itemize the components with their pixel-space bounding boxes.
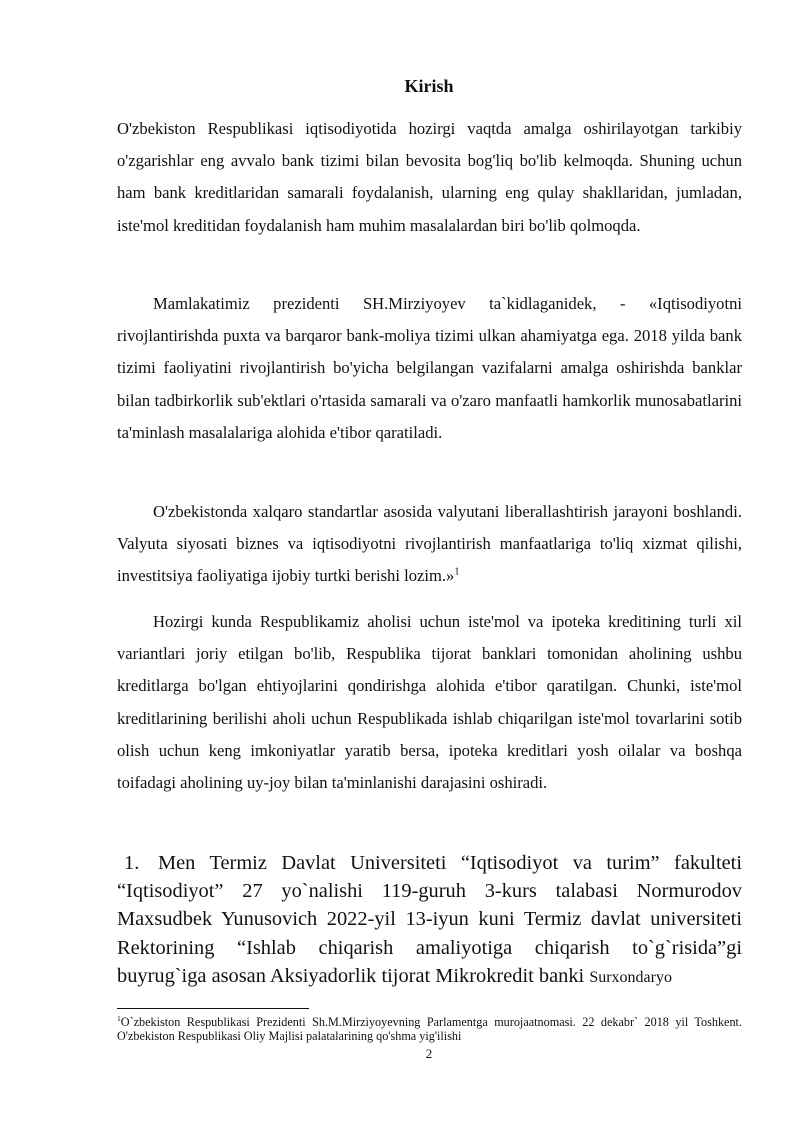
list-item-text: Men Termiz Davlat Universiteti “Iqtisodiyot va turim” fakulteti “Iqtisodiyot” 27 yo`nalishi 119-guruh 3-kurs talabasi Normurodov Maxsudbek Yunusovich 2022-yil 13-iyun kuni Termiz davlat universiteti Rektorining “Ishlab chiqarish amaliyotiga chiqarish to`g`risida”gi buyrug`iga asosan Aksiyadorlik tijorat Mikrokredit banki: [117, 852, 742, 987]
footnote-reference: 1: [454, 566, 460, 578]
page-number: 2: [425, 1046, 433, 1061]
section-heading: Kirish: [404, 76, 454, 96]
numbered-list-item: [117, 849, 742, 992]
paragraph-currency-text: O'zbekistonda xalqaro standartlar asosida valyutani liberallashtirish jarayoni boshlandi. Valyuta siyosati biznes va iqtisodiyotni rivojlantirish manfaatlariga to'liq xizmat qilishi, investitsiya faoliyatiga ijobiy turtki berishi lozim.»: [117, 502, 742, 586]
paragraph-intro: O'zbekiston Respublikasi iqtisodiyotida hozirgi vaqtda amalga oshirilayotgan tarkibiy o'zgarishlar eng avvalo bank tizimi bilan bevosita bog'liq bo'lib kelmoqda. Shuning uchun ham bank kreditlaridan samarali foydalanish, ularning eng qulay shakllaridan, jumladan, iste'mol kreditidan foydalanish ham muhim masalalardan biri bo'lib qolmoqda.: [117, 119, 742, 235]
list-item-number: 1.: [124, 852, 140, 874]
footnote-separator: [117, 1008, 309, 1009]
paragraph-currency: [117, 496, 742, 593]
paragraph-president-quote: Mamlakatimiz prezidenti SH.Mirziyoyev ta`kidlaganidek, - «Iqtisodiyotni rivojlantirishda puxta va barqaror bank-moliya tizimi ulkan ahamiyatga ega. 2018 yilda bank tizimi faoliyatini rivojlantirish bo'yicha belgilangan vazifalarni amalga oshirishda banklar bilan tadbirkorlik sub'ektlari o'rtasida samarali va o'zaro manfaatli hamkorlik munosabatlarini ta'minlash masalalariga alohida e'tibor qaratiladi.: [117, 294, 742, 442]
footnote-text: O`zbekiston Respublikasi Prezidenti Sh.M.Mirziyoyevning Parlamentga murojaatnomasi. 22 dekabr` 2018 yil Toshkent. O'zbekiston Respublikasi Oliy Majlisi palatalarining qo'shma yig'ilishi: [117, 1015, 742, 1044]
footnote: [117, 1015, 742, 1043]
paragraph-credit: Hozirgi kunda Respublikamiz aholisi uchun iste'mol va ipoteka kreditining turli xil variantlari joriy etilgan bo'lib, Respublika tijorat banklari tomonidan aholining ushbu kreditlarga bo'lgan ehtiyojlarini qondirishga alohida e'tibor qaratilgan. Chunki, iste'mol kreditlarining berilishi aholi uchun Respublikada ishlab chiqarilgan iste'mol tovarlarini sotib olish uchun keng imkoniyatlar yaratib bersa, ipoteka kreditlari yosh oilalar va boshqa toifadagi aholining uy-joy bilan ta'minlanishi darajasini oshiradi.: [117, 612, 742, 793]
footnote-marker: 1: [117, 1013, 121, 1023]
list-item-tail: Surxondaryo: [589, 968, 672, 986]
